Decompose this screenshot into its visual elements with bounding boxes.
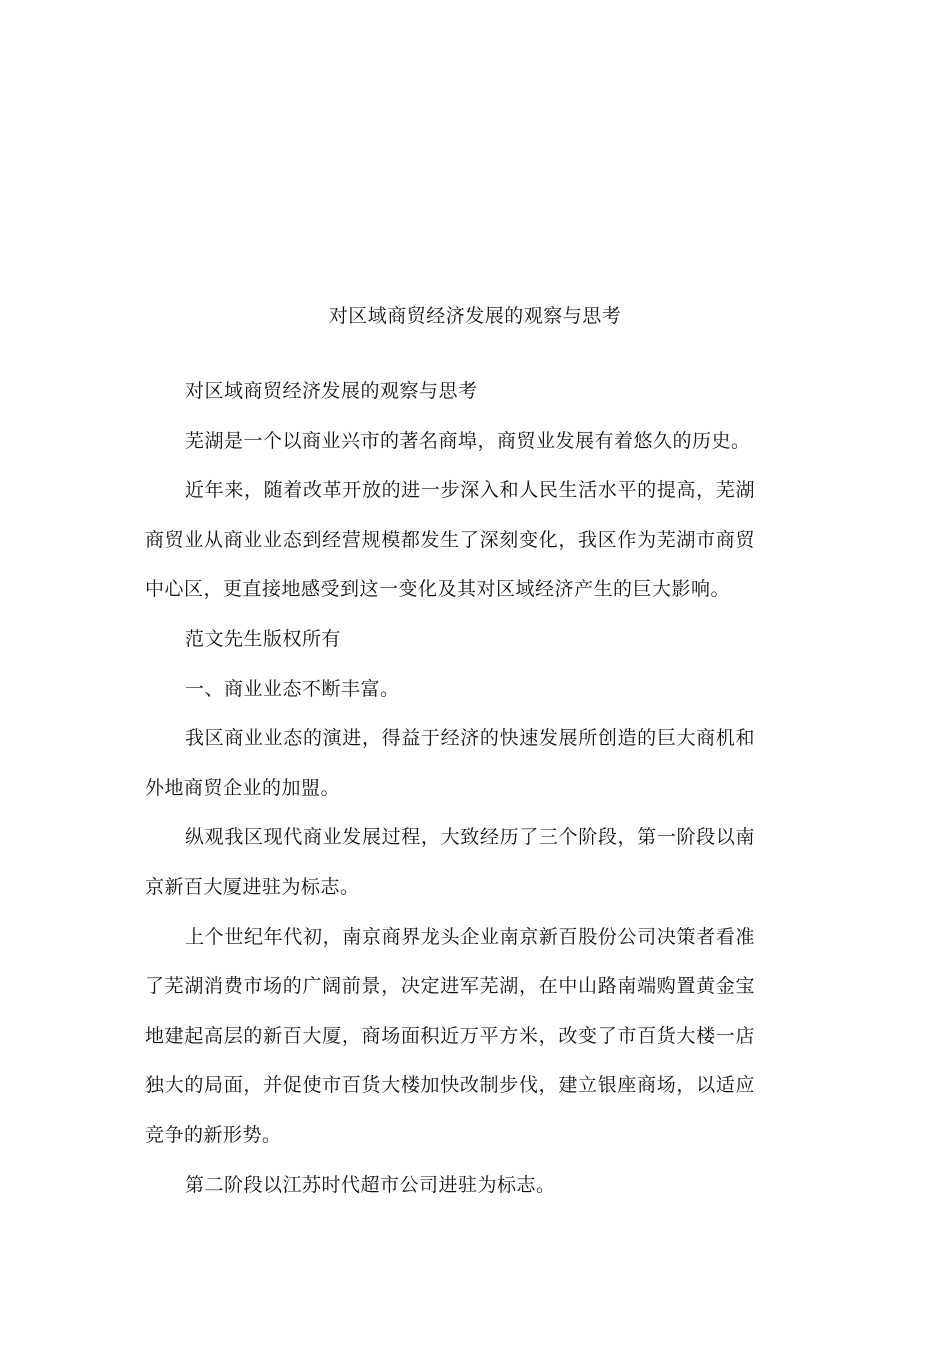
paragraph-recent-years: 近年来，随着改革开放的进一步深入和人民生活水平的提高，芜湖商贸业从商业业态到经营规模都发生了深刻变化，我区作为芜湖市商贸中心区，更直接地感受到这一变化及其对区域经济产生的巨大影响。 (145, 479, 755, 601)
paragraph-subtitle: 对区域商贸经济发展的观察与思考 (185, 380, 478, 402)
paragraph-copyright: 范文先生版权所有 (185, 627, 342, 650)
paragraph-intro: 芜湖是一个以商业兴市的著名商埠，商贸业发展有着悠久的历史。 (185, 429, 751, 452)
paragraph-stages: 纵观我区现代商业发展过程，大致经历了三个阶段，第一阶段以南京新百大厦进驻为标志。 (145, 826, 755, 898)
paragraph-evolution: 我区商业业态的演进，得益于经济的快速发展所创造的巨大商机和外地商贸企业的加盟。 (145, 727, 755, 799)
paragraph-stage-two: 第二阶段以江苏时代超市公司进驻为标志。 (185, 1173, 556, 1196)
section-heading-1: 一、商业业态不断丰富。 (185, 677, 400, 700)
document-body (145, 367, 755, 1210)
document-title: 对区域商贸经济发展的观察与思考 (328, 305, 622, 327)
paragraph-stage-one: 上个世纪年代初，南京商界龙头企业南京新百股份公司决策者看准了芜湖消费市场的广阔前景，决定进军芜湖，在中山路南端购置黄金宝地建起高层的新百大厦，商场面积近万平方米，改变了市百货大楼一店独大的局面，并促使市百货大楼加快改制步伐，建立银座商场，以适应竞争的新形势。 (145, 925, 755, 1146)
